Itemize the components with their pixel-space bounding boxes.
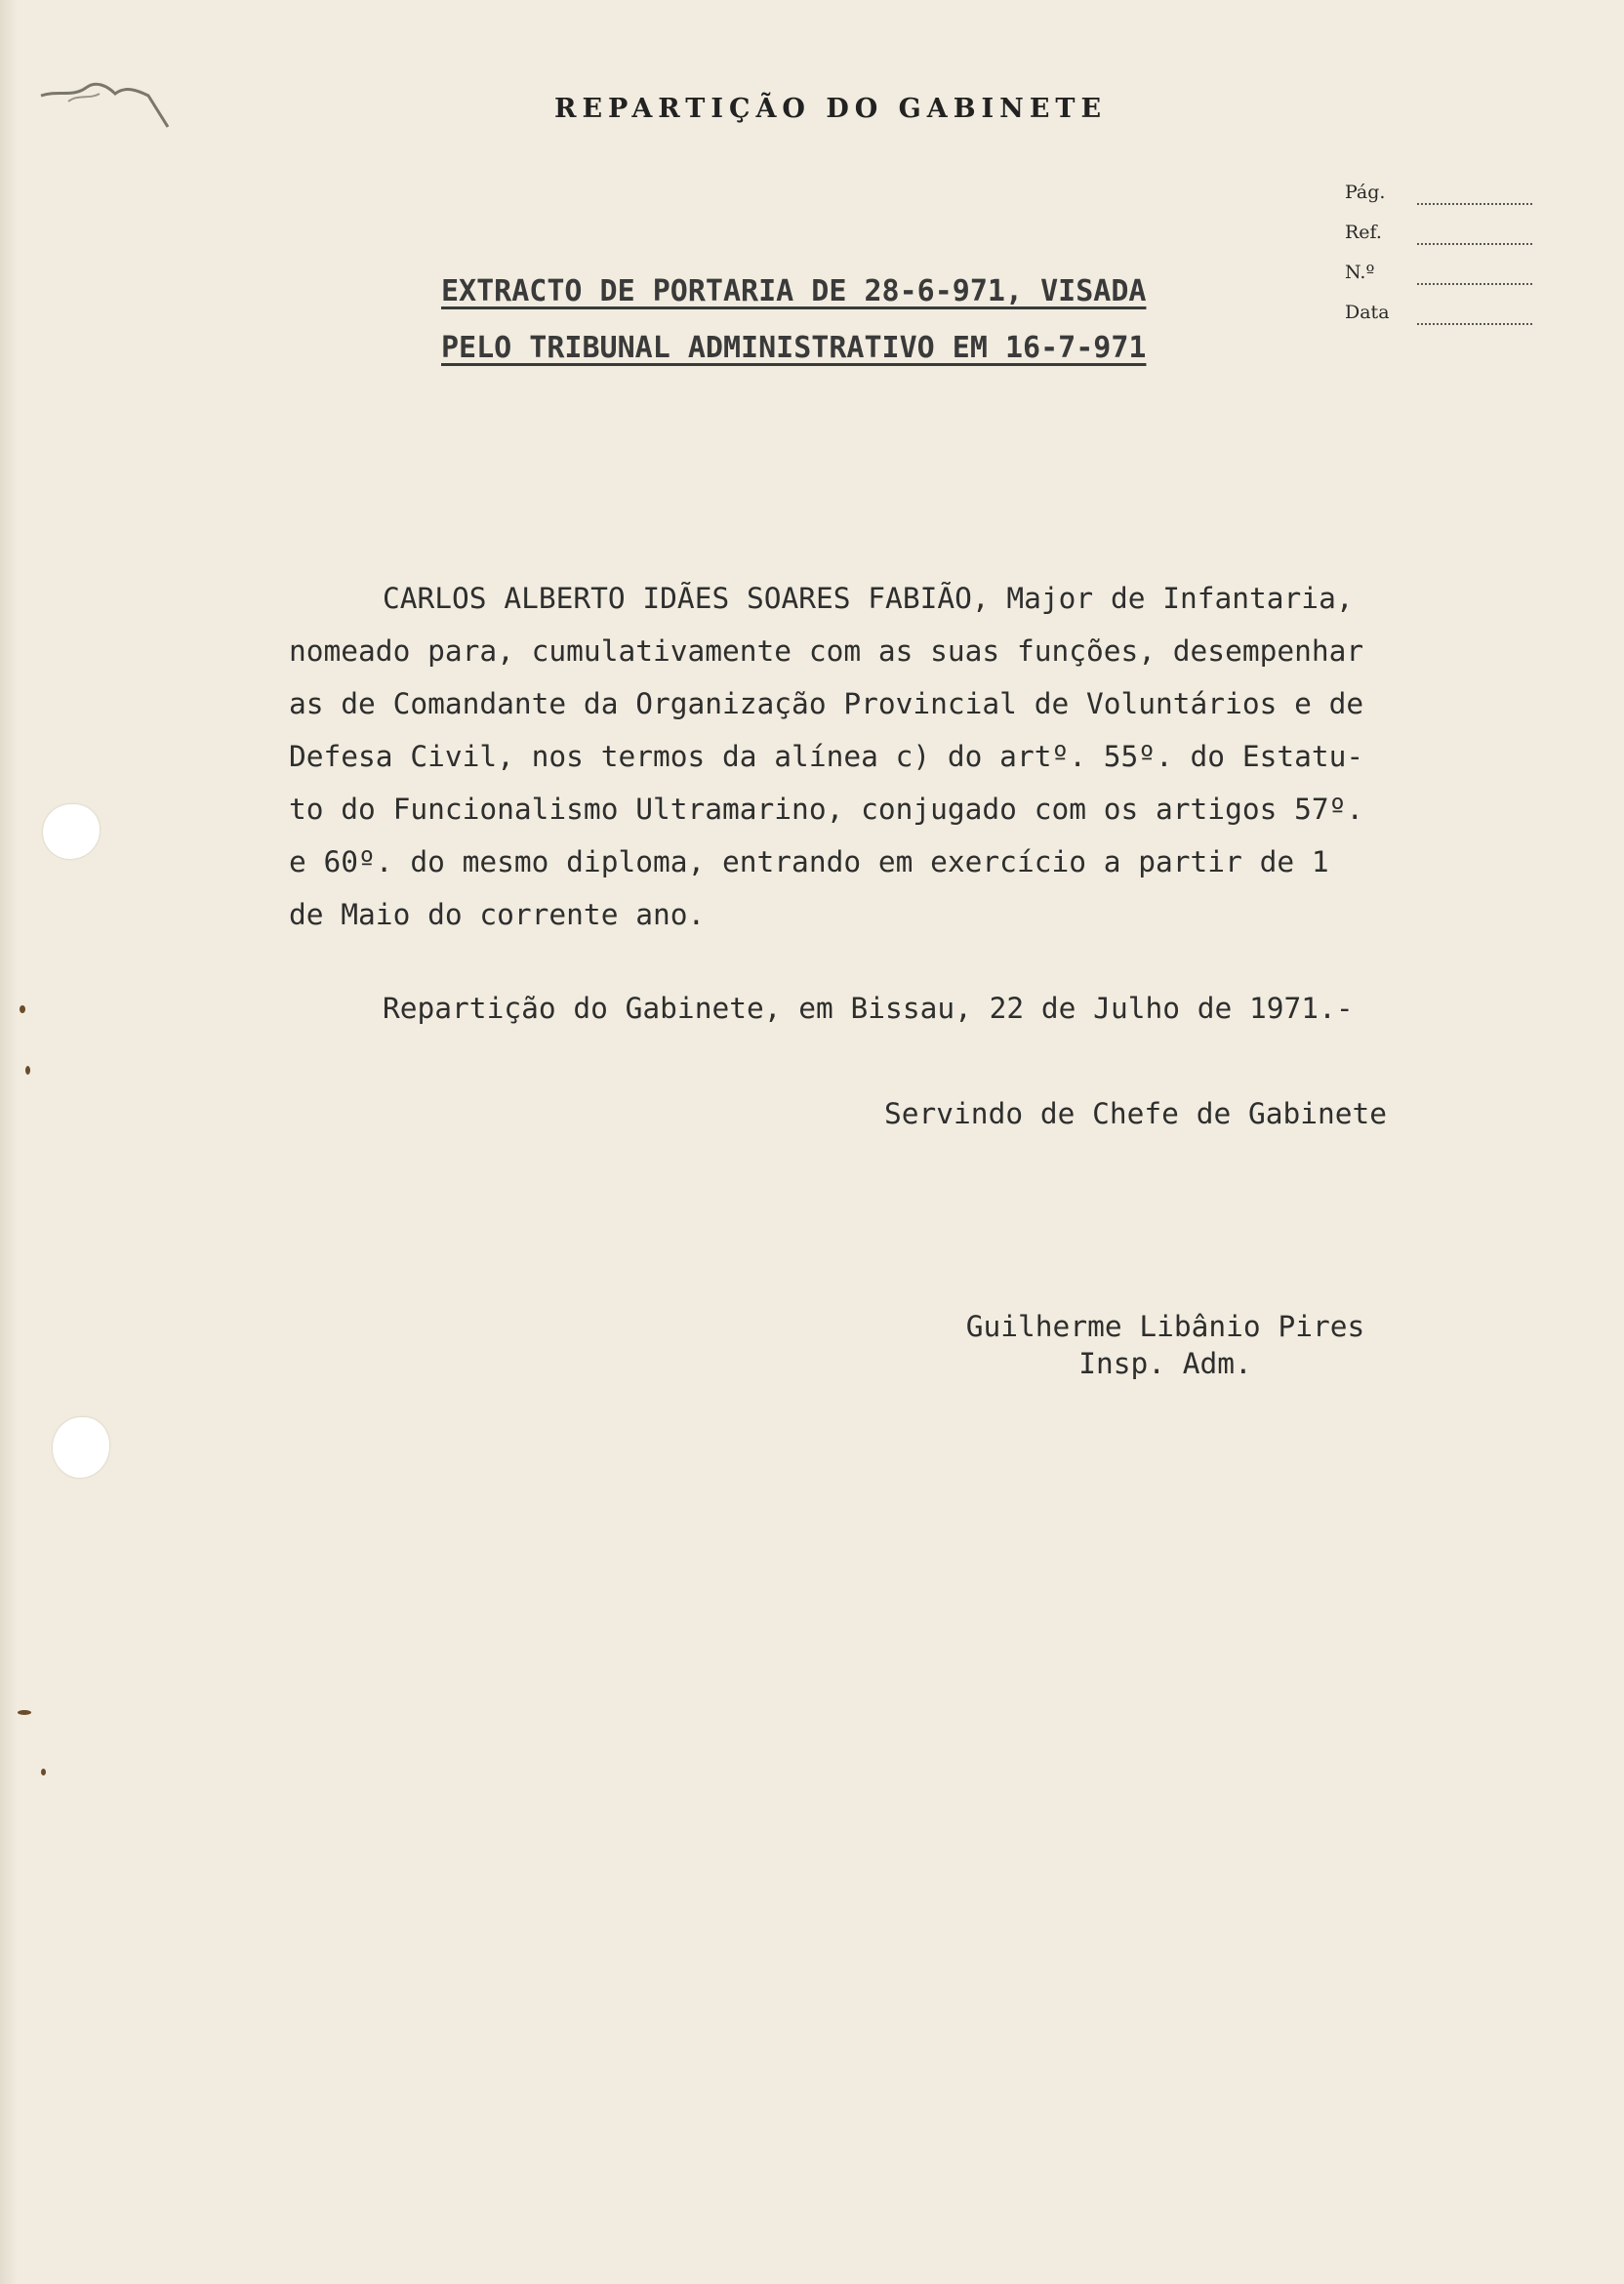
ref-label-numero: N.º [1345, 262, 1375, 283]
signatory-name: Guilherme Libânio Pires [965, 1310, 1365, 1343]
ref-dotted-line [1417, 323, 1532, 325]
ref-field-data [1345, 302, 1532, 342]
signatory-role: Servindo de Chefe de Gabinete [884, 1097, 1388, 1130]
paper-edge [0, 0, 18, 2284]
reference-box [1345, 182, 1532, 342]
paper-speck [41, 1769, 46, 1775]
ref-label-data: Data [1345, 302, 1390, 323]
body-line: as de Comandante da Organização Provincial de Voluntários e de [289, 687, 1364, 720]
body-line: Defesa Civil, nos termos da alínea c) do artº. 55º. do Estatu- [289, 740, 1364, 773]
punch-hole [43, 804, 100, 859]
ref-field-numero [1345, 262, 1532, 302]
punch-hole [53, 1417, 109, 1478]
signatory-title: Insp. Adm. [1078, 1347, 1252, 1380]
ref-label-pag: Pág. [1345, 182, 1386, 203]
ref-label-ref: Ref. [1345, 222, 1382, 243]
ref-field-ref [1345, 222, 1532, 262]
signature-block [941, 1308, 1390, 1382]
body-line: nomeado para, cumulativamente com as suas funções, desempenhar [289, 634, 1364, 668]
dateline: Repartição do Gabinete, em Bissau, 22 de Julho de 1971.- [383, 992, 1354, 1025]
body-line: de Maio do corrente ano. [289, 898, 706, 931]
ref-dotted-line [1417, 243, 1532, 245]
document-title [441, 264, 1146, 377]
title-line-1: EXTRACTO DE PORTARIA DE 28-6-971, VISADA [441, 274, 1147, 308]
body-line: to do Funcionalismo Ultramarino, conjugado com os artigos 57º. [289, 793, 1364, 826]
title-line-2: PELO TRIBUNAL ADMINISTRATIVO EM 16-7-971 [441, 331, 1147, 365]
body-line: e 60º. do mesmo diploma, entrando em exercício a partir de 1 [289, 845, 1329, 878]
body-paragraph [289, 572, 1489, 941]
letterhead: REPARTIÇÃO DO GABINETE [554, 94, 1108, 124]
ref-dotted-line [1417, 203, 1532, 205]
torn-corner-mark [39, 72, 176, 150]
body-line: CARLOS ALBERTO IDÃES SOARES FABIÃO, Major de Infantaria, [383, 582, 1354, 615]
paper-speck [25, 1066, 30, 1075]
paper-speck [20, 1005, 25, 1013]
paper-speck [18, 1710, 31, 1715]
ref-field-pag [1345, 182, 1532, 222]
ref-dotted-line [1417, 283, 1532, 285]
